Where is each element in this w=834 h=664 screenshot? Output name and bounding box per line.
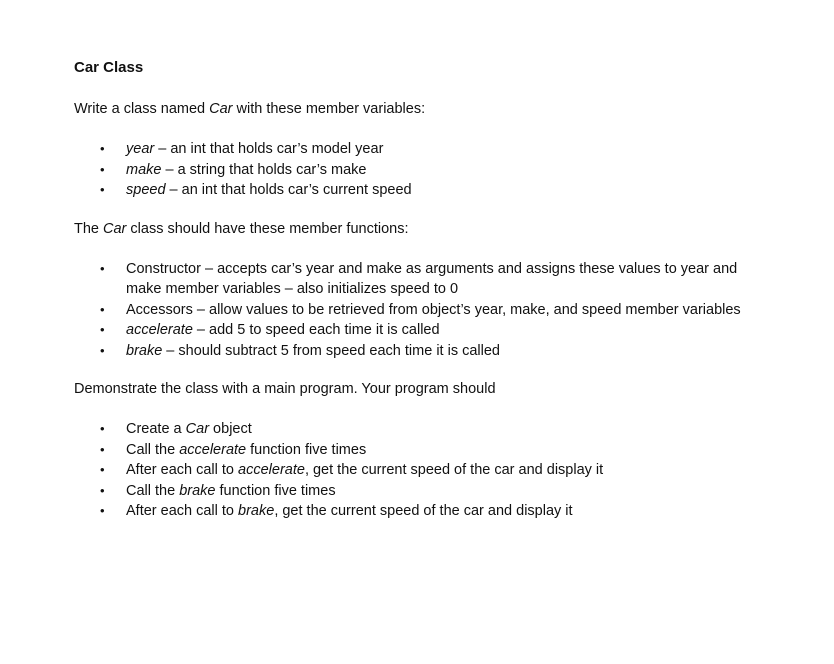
variable-desc: – an int that holds car’s model year (154, 141, 384, 157)
step-text: , get the current speed of the car and display it (274, 503, 573, 519)
step-emphasis: accelerate (238, 462, 305, 478)
bullet-icon: • (100, 301, 105, 317)
document-title: Car Class (74, 59, 144, 76)
functions-intro-class-name: Car (103, 220, 127, 237)
intro-prefix: Write a class named (74, 101, 210, 117)
list-item (74, 460, 774, 481)
step-emphasis: brake (179, 482, 216, 499)
function-name: brake (126, 342, 163, 359)
functions-intro-paragraph (74, 219, 774, 239)
intro-suffix: with these member variables: (232, 101, 426, 117)
function-name: accelerate (126, 322, 193, 338)
bullet-icon: • (100, 462, 105, 477)
function-desc: Accessors – allow values to be retrieved from object’s year, make, and speed member variables (126, 301, 741, 318)
bullet-icon: • (100, 482, 105, 498)
step-text: , get the current speed of the car and display it (304, 462, 604, 478)
step-text: After each call to (126, 462, 239, 478)
bullet-icon: • (100, 141, 105, 156)
demo-intro-paragraph: Demonstrate the class with a main program. Your program should (74, 381, 496, 397)
step-text: Call the (126, 441, 180, 458)
step-text: function five times (215, 482, 336, 499)
variable-desc: – a string that holds car’s make (161, 161, 367, 178)
bullet-icon: • (100, 322, 105, 337)
bullet-icon: • (100, 342, 105, 358)
variable-name: speed (126, 182, 166, 198)
bullet-icon: • (100, 161, 105, 177)
intro-paragraph (74, 99, 774, 119)
variable-name: year (126, 141, 155, 157)
step-text: Create a (126, 421, 186, 437)
step-text: After each call to (126, 503, 239, 519)
step-emphasis: brake (238, 503, 275, 519)
list-item (74, 440, 774, 461)
step-emphasis: Car (185, 421, 210, 437)
list-item (74, 481, 774, 502)
list-item (74, 180, 774, 201)
bullet-icon: • (100, 421, 105, 436)
bullet-icon: • (100, 182, 105, 197)
member-functions-list (74, 259, 774, 362)
function-desc: – add 5 to speed each time it is called (192, 322, 440, 338)
demo-steps-list (74, 419, 774, 522)
list-item (74, 259, 774, 300)
functions-intro-prefix: The (74, 220, 104, 237)
intro-class-name: Car (209, 101, 233, 117)
bullet-icon: • (100, 260, 105, 276)
list-item (74, 501, 774, 522)
function-desc: Constructor – accepts car’s year and make as arguments and assigns these values to year and make member variables – also initializes speed to 0 (126, 260, 738, 297)
document-page (74, 58, 774, 540)
list-item (74, 341, 774, 362)
variable-desc: – an int that holds car’s current speed (165, 182, 412, 198)
bullet-icon: • (100, 503, 105, 518)
variable-name: make (126, 161, 162, 178)
list-item (74, 419, 774, 440)
step-emphasis: accelerate (179, 441, 247, 458)
bullet-icon: • (100, 441, 105, 457)
list-item (74, 160, 774, 181)
list-item (74, 300, 774, 321)
list-item (74, 139, 774, 160)
functions-intro-suffix: class should have these member functions: (126, 220, 409, 237)
step-text: function five times (246, 441, 367, 458)
member-variables-list (74, 139, 774, 201)
step-text: object (209, 421, 252, 437)
step-text: Call the (126, 482, 180, 499)
function-desc: – should subtract 5 from speed each time it is called (162, 342, 500, 359)
list-item (74, 320, 774, 341)
